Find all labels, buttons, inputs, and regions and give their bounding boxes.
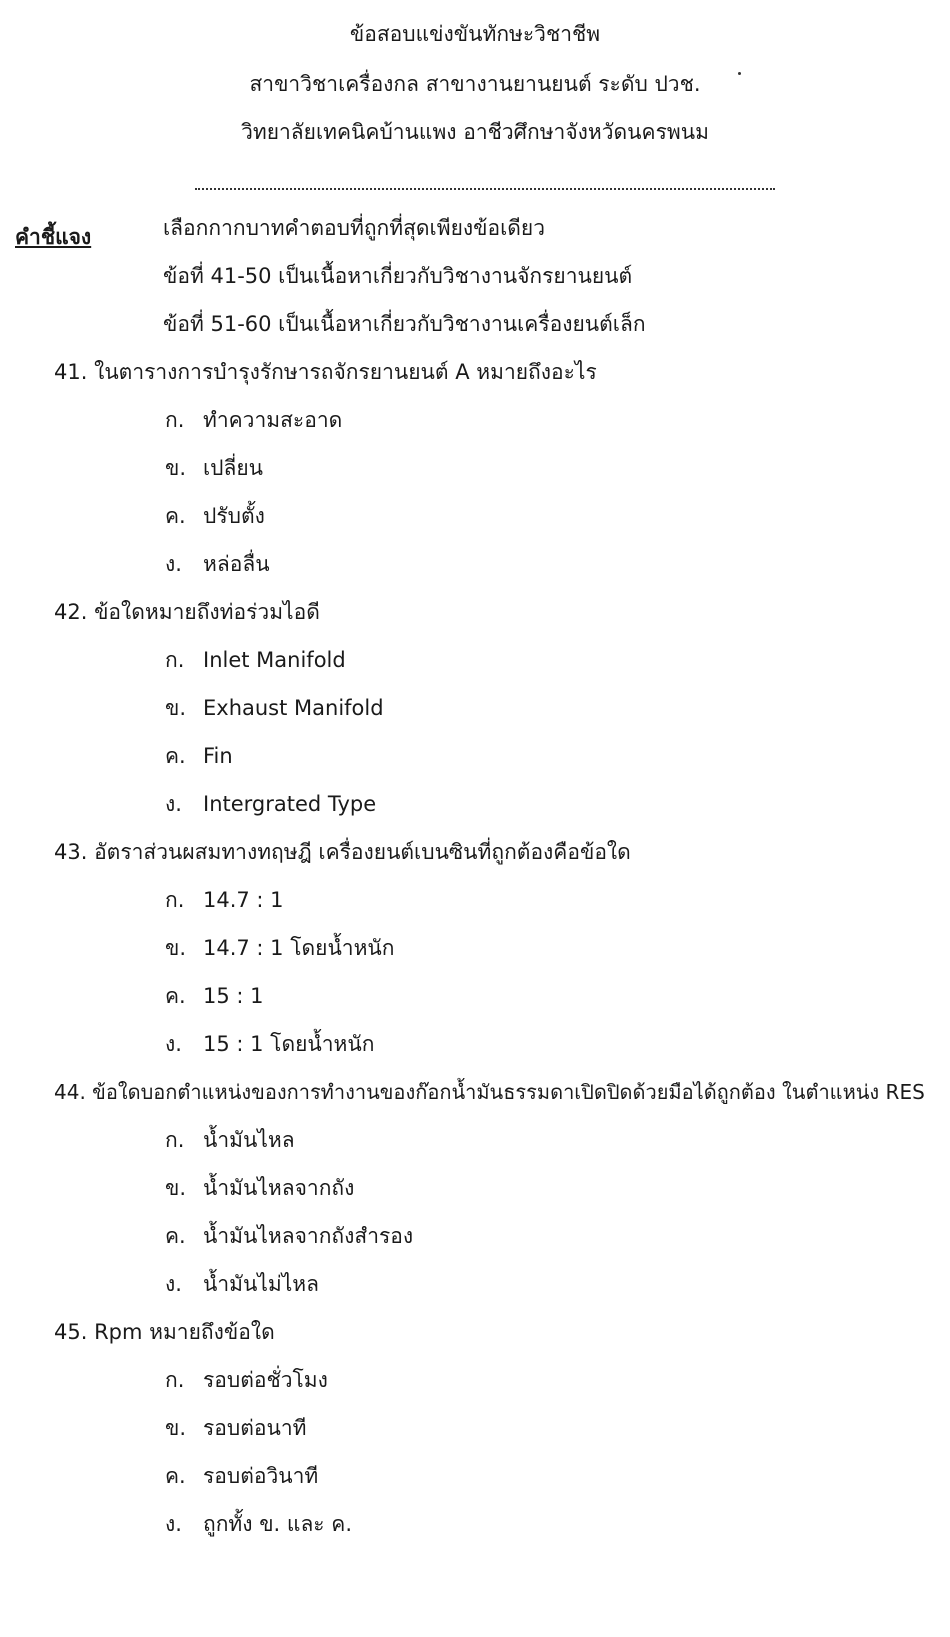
choice-option: [165, 500, 265, 533]
choice-option: [165, 1124, 295, 1157]
choice-letter: ข.: [165, 696, 187, 720]
choice-option: [165, 404, 342, 437]
choice-letter: ก.: [165, 648, 185, 672]
choice-option: [165, 932, 395, 965]
choice-text: หล่อลื่น: [203, 552, 270, 576]
question-44: 44. ข้อใดบอกตำแหน่งของการทำงานของก๊อกน้ำมันธรรมดาเปิดปิดด้วยมือได้ถูกต้อง ในตำแหน่ง RES: [54, 1080, 925, 1104]
choice-text: รอบต่อชั่วโมง: [203, 1368, 328, 1392]
choice-letter: ง.: [165, 1512, 182, 1536]
choice-option: [165, 1412, 306, 1445]
choice-letter: ก.: [165, 1368, 185, 1392]
choice-option: [165, 740, 233, 773]
exam-subtitle-department: สาขาวิชาเครื่องกล สาขางานยานยนต์ ระดับ ปวช.: [249, 72, 701, 96]
choice-option: [165, 1460, 318, 1493]
question-42: 42. ข้อใดหมายถึงท่อร่วมไอดี: [54, 600, 320, 624]
choice-text: ปรับตั้ง: [203, 504, 265, 528]
choice-text: ทำความสะอาด: [203, 408, 343, 432]
choice-letter: ก.: [165, 888, 185, 912]
choice-letter: ข.: [165, 1416, 187, 1440]
choice-text: 14.7 : 1: [203, 888, 284, 912]
exam-subtitle-college: วิทยาลัยเทคนิคบ้านแพง อาชีวศึกษาจังหวัดนครพนม: [241, 120, 709, 144]
choice-letter: ค.: [165, 504, 186, 528]
choice-option: [165, 548, 270, 581]
choice-option: [165, 452, 263, 485]
choice-text: Exhaust Manifold: [203, 696, 384, 720]
choice-text: Inlet Manifold: [203, 648, 346, 672]
choice-option: [165, 1268, 319, 1301]
stray-mark: [738, 72, 741, 75]
instruction-line: ข้อที่ 41-50 เป็นเนื้อหาเกี่ยวกับวิชางานจักรยานยนต์: [163, 264, 633, 288]
choice-letter: ค.: [165, 1464, 186, 1488]
instruction-line: ข้อที่ 51-60 เป็นเนื้อหาเกี่ยวกับวิชางานเครื่องยนต์เล็ก: [163, 312, 646, 336]
choice-option: [165, 644, 346, 677]
choice-letter: ก.: [165, 408, 185, 432]
choice-text: เปลี่ยน: [203, 456, 264, 480]
choice-letter: ข.: [165, 1176, 187, 1200]
choice-text: น้ำมันไหลจากถังสำรอง: [203, 1224, 414, 1248]
choice-text: รอบต่อวินาที: [203, 1464, 319, 1488]
choice-letter: ง.: [165, 792, 182, 816]
dotted-divider: [195, 188, 775, 190]
question-43: 43. อัตราส่วนผสมทางทฤษฎี เครื่องยนต์เบนซินที่ถูกต้องคือข้อใด: [54, 840, 631, 864]
question-45: 45. Rpm หมายถึงข้อใด: [54, 1320, 275, 1344]
choice-option: [165, 1172, 354, 1205]
choice-text: 14.7 : 1 โดยน้ำหนัก: [203, 936, 395, 960]
question-41: 41. ในตารางการบำรุงรักษารถจักรยานยนต์ A หมายถึงอะไร: [54, 360, 597, 384]
choice-option: [165, 692, 384, 725]
choice-option: [165, 1508, 352, 1541]
exam-title: ข้อสอบแข่งขันทักษะวิชาชีพ: [349, 22, 601, 46]
choice-option: [165, 1220, 413, 1253]
choice-letter: ค.: [165, 744, 186, 768]
choice-letter: ง.: [165, 552, 182, 576]
instructions-label: คำชี้แจง: [15, 225, 92, 249]
choice-letter: ค.: [165, 984, 186, 1008]
choice-letter: ข.: [165, 456, 187, 480]
choice-option: [165, 1364, 328, 1397]
choice-letter: ก.: [165, 1128, 185, 1152]
choice-text: ถูกทั้ง ข. และ ค.: [203, 1512, 352, 1536]
instruction-line: เลือกกากบาทคำตอบที่ถูกที่สุดเพียงข้อเดียว: [163, 216, 546, 240]
choice-text: 15 : 1 โดยน้ำหนัก: [203, 1032, 375, 1056]
choice-letter: ข.: [165, 936, 187, 960]
choice-text: น้ำมันไม่ไหล: [203, 1272, 320, 1296]
choice-text: น้ำมันไหลจากถัง: [203, 1176, 355, 1200]
choice-text: Intergrated Type: [203, 792, 377, 816]
choice-text: รอบต่อนาที: [203, 1416, 307, 1440]
choice-option: [165, 1028, 374, 1061]
choice-text: น้ำมันไหล: [203, 1128, 295, 1152]
choice-letter: ง.: [165, 1272, 182, 1296]
choice-text: 15 : 1: [203, 984, 264, 1008]
choice-option: [165, 884, 284, 917]
choice-option: [165, 788, 376, 821]
choice-letter: ง.: [165, 1032, 182, 1056]
choice-text: Fin: [203, 744, 233, 768]
choice-letter: ค.: [165, 1224, 186, 1248]
choice-option: [165, 980, 264, 1013]
